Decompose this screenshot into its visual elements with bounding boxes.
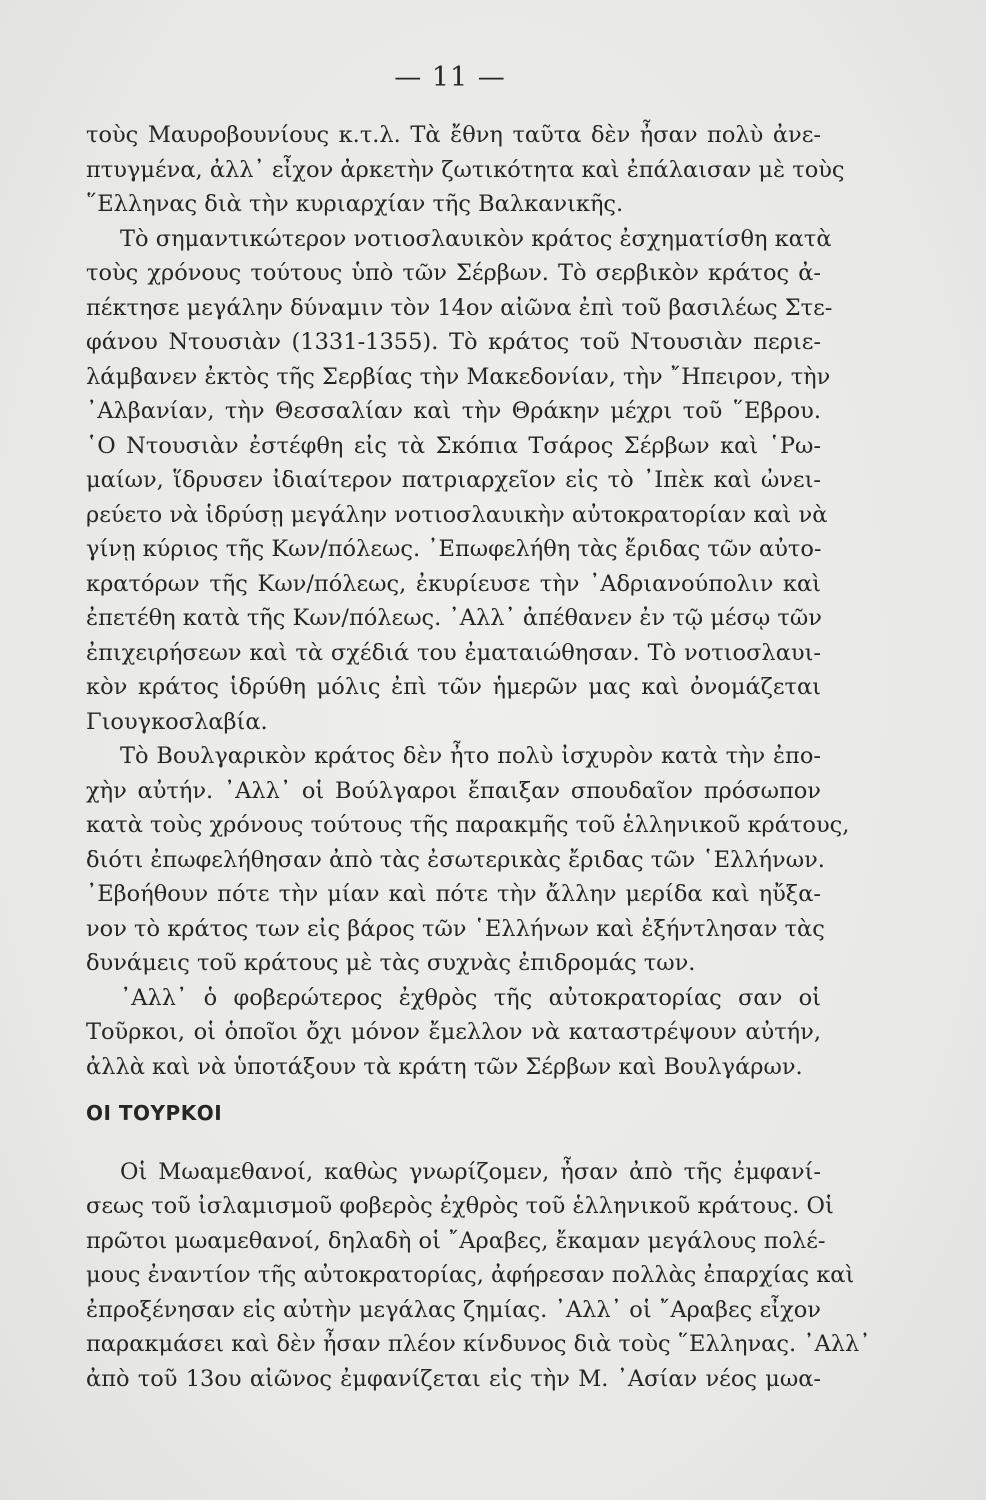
text-line: δυνάμεις τοῦ κράτους μὲ τὰς συχνὰς ἐπιδρομάς των. bbox=[86, 950, 696, 976]
page-number: — 11 — bbox=[394, 62, 506, 93]
text-line: κρατόρων τῆς Κων/πόλεως, ἐκυρίευσε τὴν ᾽Αδριανούπολιν καὶ bbox=[86, 570, 821, 597]
text-line: ρεύετο νὰ ἱδρύσῃ μεγάλην νοτιοσλαυικὴν αὐτοκρατορίαν καὶ νὰ bbox=[86, 501, 828, 528]
text-line: Οἱ Μωαμεθανοί, καθὼς γνωρίζομεν, ἦσαν ἀπὸ τῆς ἐμφανί- bbox=[120, 1158, 821, 1185]
text-line: μους ἐναντίον τῆς αὐτοκρατορίας, ἀφήρεσαν πολλὰς ἐπαρχίας καὶ bbox=[86, 1262, 855, 1288]
text-line: ᾽Αλλ᾽ ὁ φοβερώτερος ἐχθρὸς τῆς αὐτοκρατορίας σαν οἱ bbox=[120, 984, 821, 1011]
text-line: πτυγμένα, ἀλλ᾽ εἶχον ἀρκετὴν ζωτικότητα καὶ ἐπάλαισαν μὲ τοὺς bbox=[86, 156, 845, 183]
section-paragraph bbox=[86, 1155, 871, 1397]
paragraph-2 bbox=[86, 222, 833, 740]
text-line: ἐπροξένησαν εἰς αὐτὴν μεγάλας ζημίας. ᾽Αλλ᾽ οἱ ῎Αραβες εἶχον bbox=[86, 1296, 821, 1323]
text-line: χὴν αὐτήν. ᾽Αλλ᾽ οἱ Βούλγαροι ἔπαιξαν σπουδαῖον πρόσωπον bbox=[86, 777, 821, 804]
text-line: ἀπὸ τοῦ 13ου αἰῶνος ἐμφανίζεται εἰς τὴν Μ. ᾽Ασίαν νέος μωα- bbox=[86, 1365, 821, 1392]
text-line: ῞Ελληνας διὰ τὴν κυριαρχίαν τῆς Βαλκανικῆς. bbox=[86, 191, 624, 217]
text-line: ᾽Εβοήθουν πότε τὴν μίαν καὶ πότε τὴν ἄλλην μερίδα καὶ ηὔξα- bbox=[86, 881, 821, 907]
text-line: Γιουγκοσλαβία. bbox=[86, 708, 268, 735]
text-line: λάμβανεν ἐκτὸς τῆς Σερβίας τὴν Μακεδονίαν, τὴν ῎Ηπειρον, τὴν bbox=[86, 363, 831, 390]
spacer bbox=[86, 1131, 821, 1155]
text-line: ἐπετέθη κατὰ τῆς Κων/πόλεως. ᾽Αλλ᾽ ἀπέθανεν ἐν τῷ μέσῳ τῶν bbox=[86, 605, 822, 631]
paragraph-3 bbox=[86, 739, 850, 981]
text-line: Τοῦρκοι, οἱ ὁποῖοι ὄχι μόνον ἔμελλον νὰ καταστρέψουν αὐτήν, bbox=[86, 1019, 821, 1045]
text-line: Τὸ σημαντικώτερον νοτιοσλαυικὸν κράτος ἐσχηματίσθη κατὰ bbox=[120, 225, 832, 252]
section-heading: ΟΙ ΤΟΥΡΚΟΙ bbox=[86, 1101, 223, 1125]
paragraph-4 bbox=[86, 981, 821, 1085]
text-line: πέκτησε μεγάλην δύναμιν τὸν 14ον αἰῶνα ἐπὶ τοῦ βασιλέως Στε- bbox=[86, 294, 833, 321]
text-line: σεως τοῦ ἰσλαμισμοῦ φοβερὸς ἐχθρὸς τοῦ ἑλληνικοῦ κράτους. Οἱ bbox=[86, 1193, 834, 1219]
text-line: ἀλλὰ καὶ νὰ ὑποτάξουν τὰ κράτη τῶν Σέρβων καὶ Βουλγάρων. bbox=[86, 1053, 803, 1080]
text-line: ῾Ο Ντουσιὰν ἐστέφθη εἰς τὰ Σκόπια Τσάρος Σέρβων καὶ ῾Ρω- bbox=[86, 432, 821, 459]
text-line: τοὺς Μαυροβουνίους κ.τ.λ. Τὰ ἔθνη ταῦτα δὲν ἦσαν πολὺ ἀνε- bbox=[86, 122, 821, 148]
text-line: κὸν κράτος ἱδρύθη μόλις ἐπὶ τῶν ἡμερῶν μας καὶ ὀνομάζεται bbox=[86, 674, 821, 700]
text-line: παρακμάσει καὶ δὲν ἦσαν πλέον κίνδυνος διὰ τοὺς ῞Ελληνας. ᾽Αλλ᾽ bbox=[86, 1331, 871, 1357]
text-line: μαίων, ἵδρυσεν ἰδιαίτερον πατριαρχεῖον εἰς τὸ ᾽Ιπὲκ καὶ ὠνει- bbox=[86, 467, 821, 493]
text-line: Τὸ Βουλγαρικὸν κράτος δὲν ἦτο πολὺ ἰσχυρὸν κατὰ τὴν ἐπο- bbox=[120, 743, 821, 769]
spacer bbox=[86, 1084, 821, 1096]
paragraph-1 bbox=[86, 118, 845, 222]
text-line: κατὰ τοὺς χρόνους τούτους τῆς παρακμῆς τοῦ ἑλληνικοῦ κράτους, bbox=[86, 812, 850, 838]
text-line: διότι ἐπωφελήθησαν ἀπὸ τὰς ἐσωτερικὰς ἔριδας τῶν ῾Ελλήνων. bbox=[86, 846, 825, 873]
text-line: ᾽Αλβανίαν, τὴν Θεσσαλίαν καὶ τὴν Θράκην μέχρι τοῦ ῞Εβρου. bbox=[86, 398, 821, 424]
text-line: ἐπιχειρήσεων καὶ τὰ σχέδιά του ἐματαιώθησαν. Τὸ νοτιοσλαυι- bbox=[86, 639, 821, 666]
text-line: νον τὸ κράτος των εἰς βάρος τῶν ῾Ελλήνων καὶ ἐξήντλησαν τὰς bbox=[86, 915, 825, 942]
body-text bbox=[86, 118, 871, 1396]
text-line: πρῶτοι μωαμεθανοί, δηλαδὴ οἱ ῎Αραβες, ἔκαμαν μεγάλους πολέ- bbox=[86, 1227, 826, 1254]
text-line: γίνῃ κύριος τῆς Κων/πόλεως. ᾽Επωφελήθη τὰς ἔριδας τῶν αὐτο- bbox=[86, 536, 822, 562]
text-line: τοὺς χρόνους τούτους ὑπὸ τῶν Σέρβων. Τὸ σερβικὸν κράτος ἀ- bbox=[86, 260, 821, 286]
text-line: φάνου Ντουσιὰν (1331-1355). Τὸ κράτος τοῦ Ντουσιὰν περιε- bbox=[86, 329, 821, 355]
